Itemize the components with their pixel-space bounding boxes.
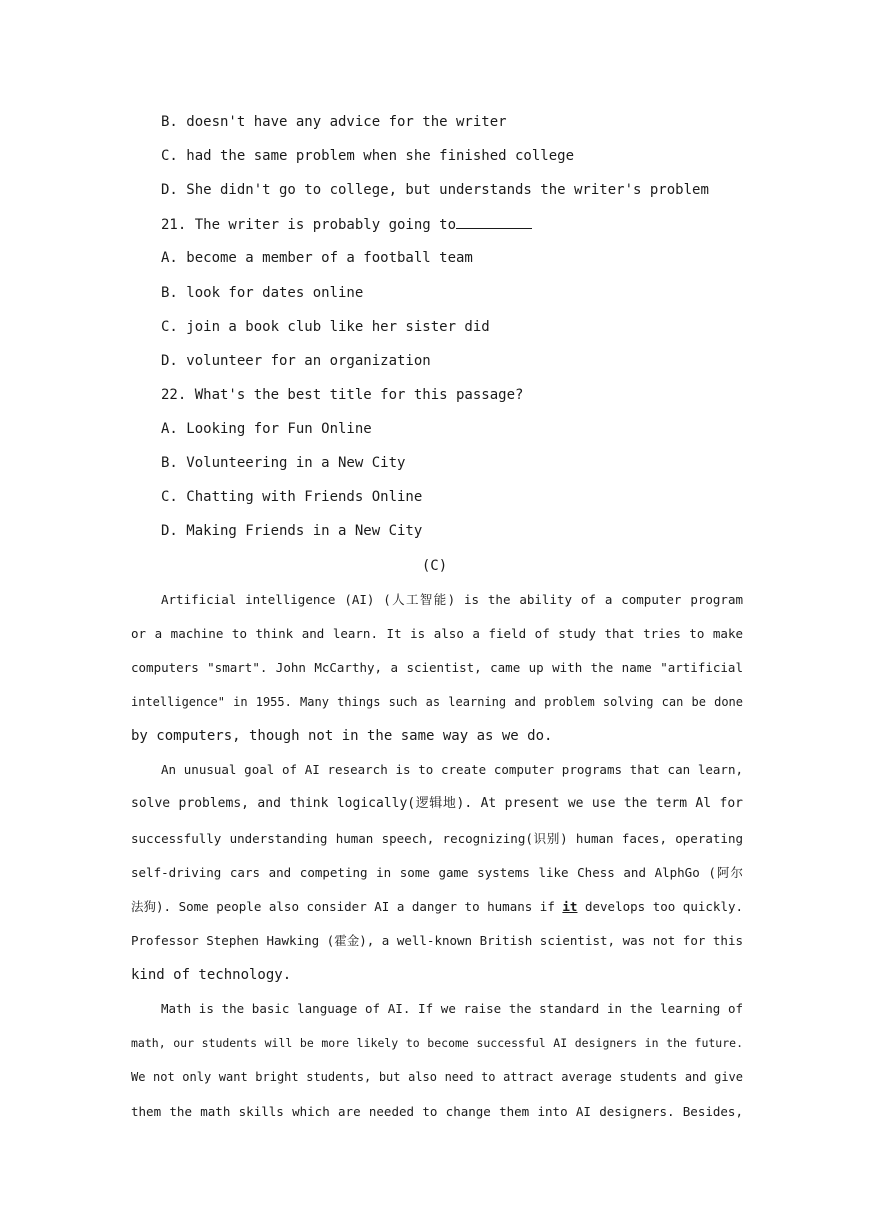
passage-p1-line: or a machine to think and learn. It is also a field of study that tries to make (131, 626, 743, 641)
passage-p3-line: math, our students will be more likely to become successful AI designers in the future. (131, 1036, 743, 1050)
passage-text: 法狗). Some people also consider AI a danger to humans if (131, 899, 563, 914)
q21-stem (161, 214, 741, 234)
passage-p2-line: solve problems, and think logically(逻辑地). At present we use the term Al for (131, 796, 743, 811)
q22-stem: 22. What's the best title for this passage? (161, 387, 524, 403)
passage-p2-line: Professor Stephen Hawking (霍金), a well-known British scientist, was not for this (131, 933, 743, 948)
q22-option-b: B. Volunteering in a New City (161, 455, 406, 471)
q22-option-d: D. Making Friends in a New City (161, 523, 423, 539)
passage-p3-line: Math is the basic language of AI. If we raise the standard in the learning of (161, 1001, 743, 1016)
q20-option-b: B. doesn't have any advice for the writer (161, 114, 507, 130)
q20-option-d: D. She didn't go to college, but understands the writer's problem (161, 182, 709, 198)
q21-option-a: A. become a member of a football team (161, 250, 473, 266)
passage-text: develops too quickly. (577, 899, 743, 914)
passage-p1-line: intelligence" in 1955. Many things such as learning and problem solving can be done (131, 695, 743, 709)
passage-p2-line: An unusual goal of AI research is to create computer programs that can learn, (161, 762, 743, 777)
q21-option-d: D. volunteer for an organization (161, 353, 431, 369)
q20-option-c: C. had the same problem when she finished college (161, 148, 575, 164)
q21-stem-text: 21. The writer is probably going to (161, 217, 457, 233)
passage-p1-line: by computers, though not in the same way as we do. (131, 728, 553, 744)
underlined-word: it (562, 899, 578, 914)
passage-p2-line (131, 897, 743, 917)
passage-p2-line: kind of technology. (131, 967, 292, 983)
passage-p3-line: We not only want bright students, but also need to attract average students and give (131, 1070, 743, 1084)
passage-p1-line: Artificial intelligence (AI) (人工智能) is the ability of a computer program (161, 592, 743, 607)
q21-option-b: B. look for dates online (161, 285, 364, 301)
passage-p1-line: computers "smart". John McCarthy, a scientist, came up with the name "artificial (131, 660, 743, 675)
q22-option-a: A. Looking for Fun Online (161, 421, 372, 437)
section-heading: (C) (421, 558, 448, 574)
q22-option-c: C. Chatting with Friends Online (161, 489, 423, 505)
passage-p3-line: them the math skills which are needed to change them into AI designers. Besides, (131, 1104, 743, 1119)
answer-blank (456, 214, 532, 229)
passage-p2-line: successfully understanding human speech, recognizing(识别) human faces, operating (131, 831, 743, 846)
passage-p2-line: self-driving cars and competing in some game systems like Chess and AlphGo (阿尔 (131, 865, 743, 880)
q21-option-c: C. join a book club like her sister did (161, 319, 490, 335)
